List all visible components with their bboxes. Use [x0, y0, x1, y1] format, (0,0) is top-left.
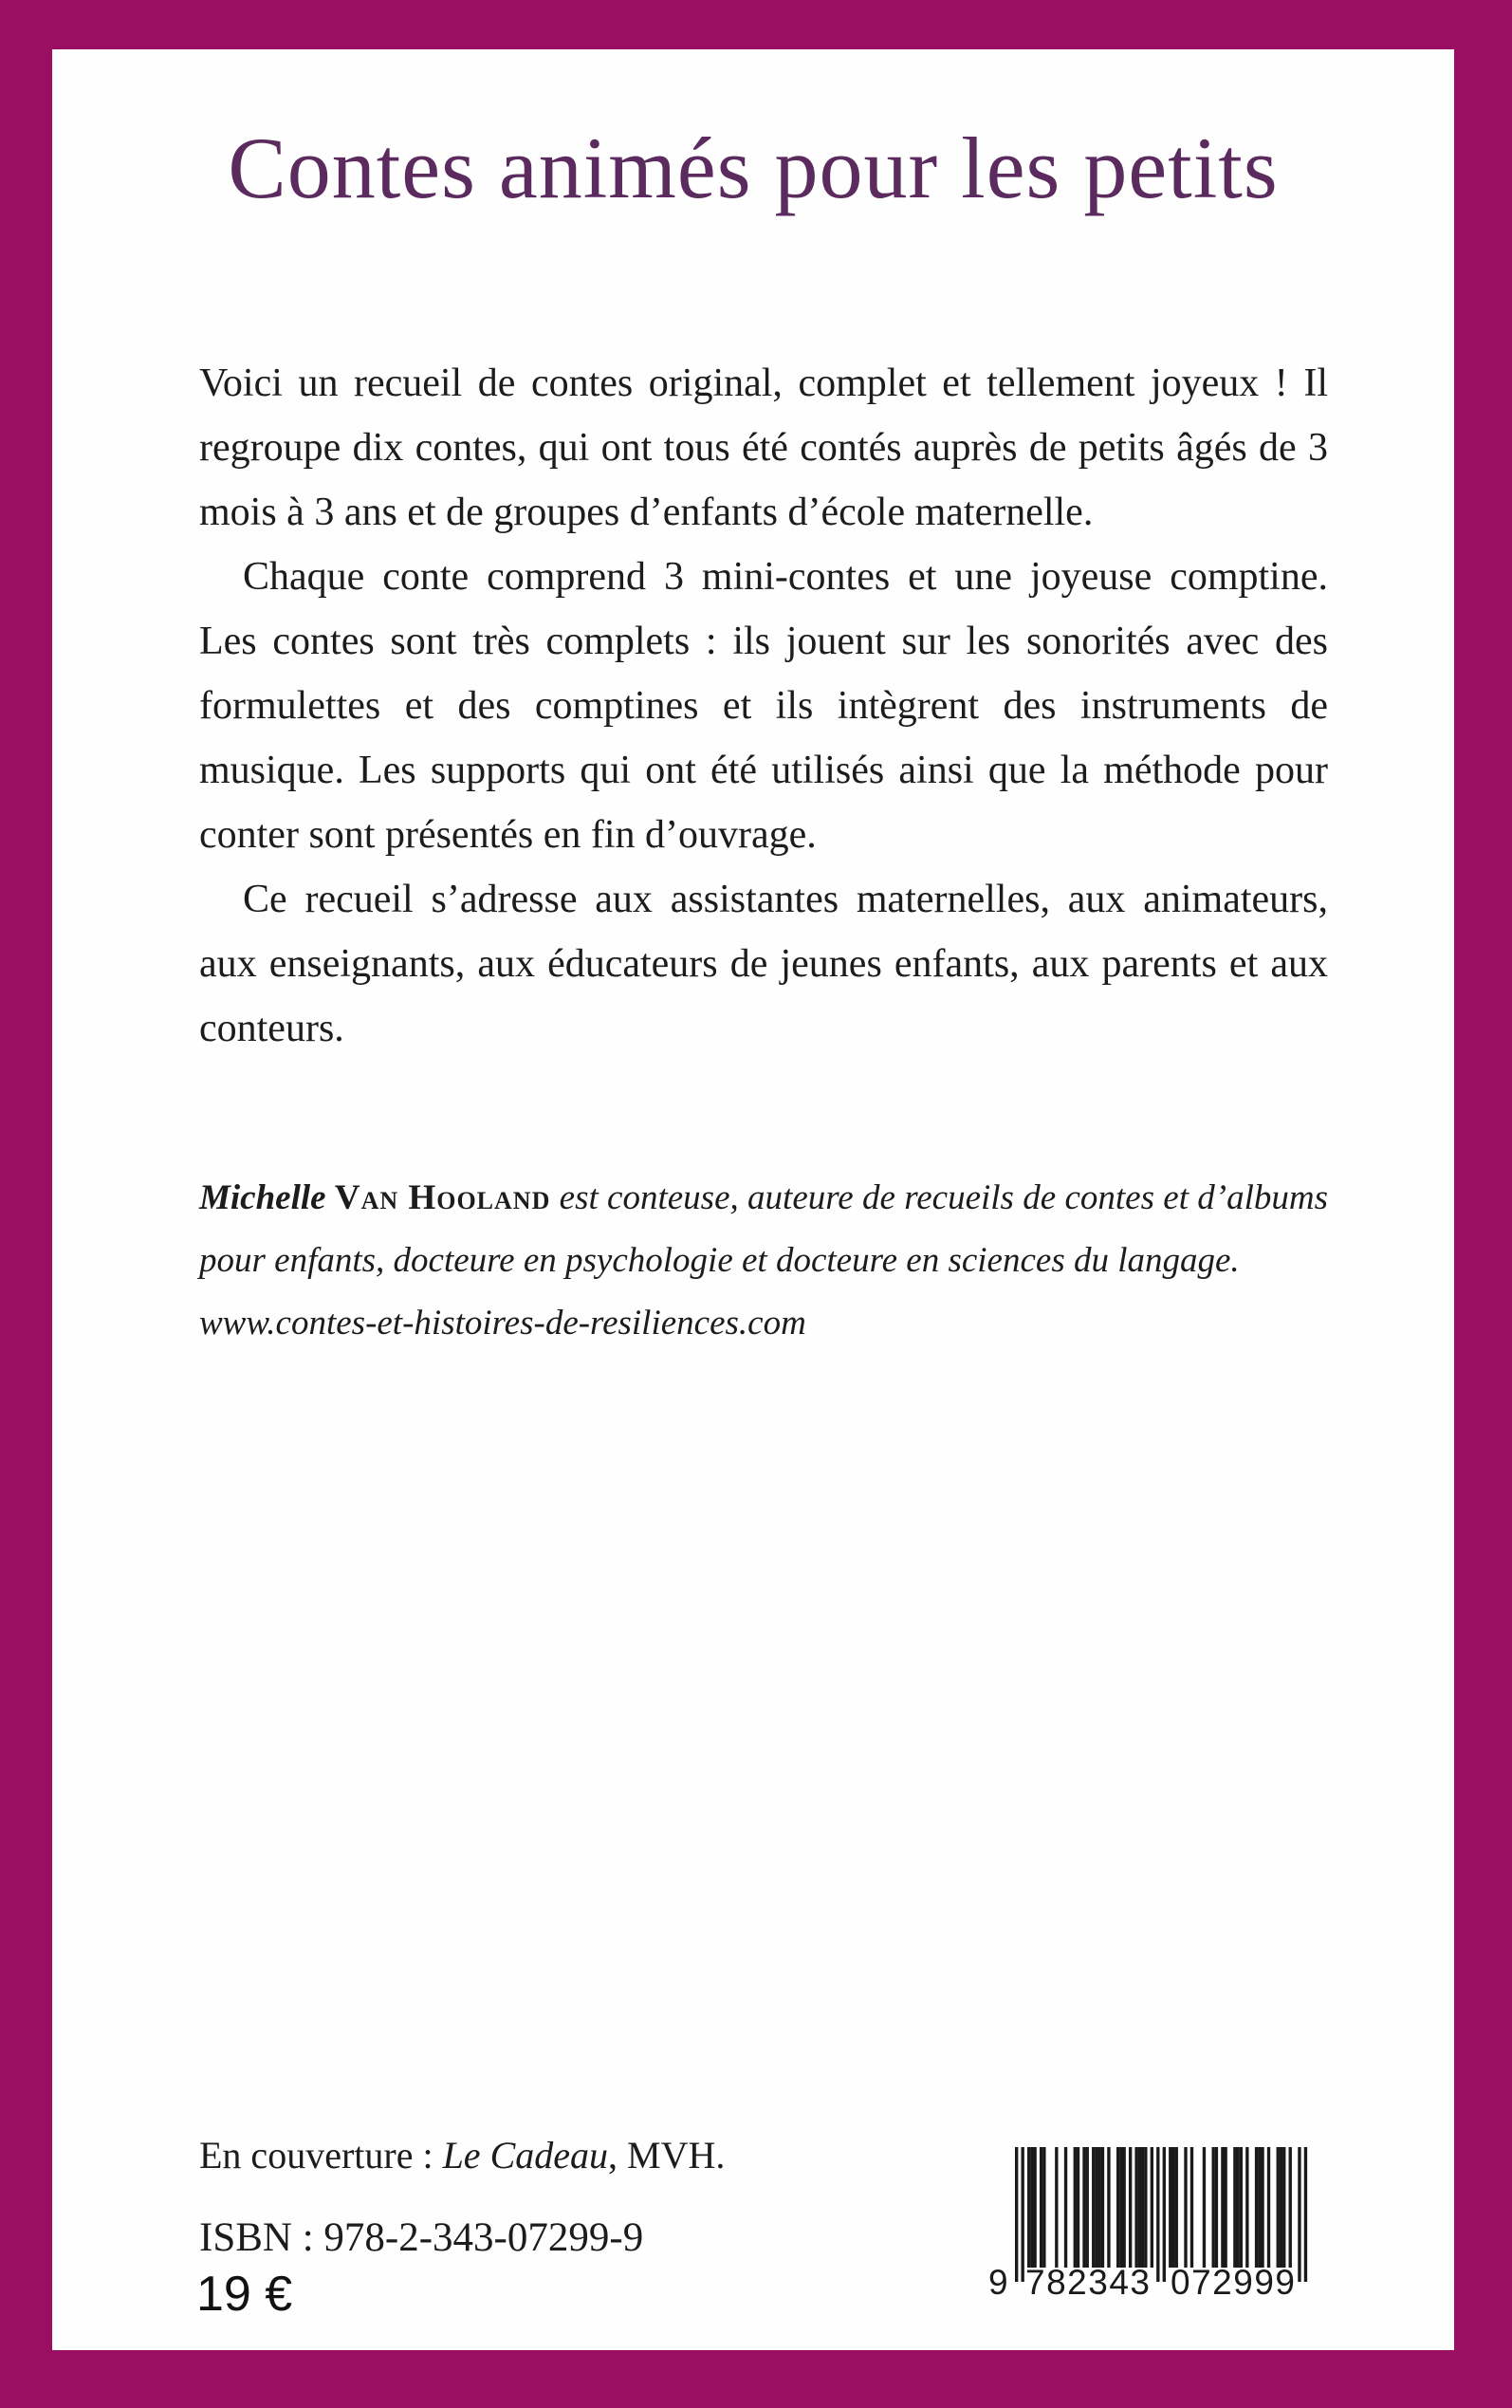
body-paragraph: Ce recueil s’adresse aux assistantes maternelles, aux animateurs, aux enseignants, aux éducateurs de jeunes enfants, aux parents et aux conteurs.: [199, 878, 1328, 1050]
isbn-line: ISBN : 978-2-343-07299-9: [199, 2215, 644, 2260]
author-bio-text: est conteuse, auteure de recueils de contes et d’albums pour enfants, docteure en psychologie et docteure en sciences du langage.: [199, 1178, 1328, 1280]
svg-text:072999: 072999: [1171, 2263, 1295, 2302]
page-panel: [52, 49, 1454, 2350]
body-paragraph: Voici un recueil de contes original, complet et tellement joyeux ! Il regroupe dix contes, qui ont tous été contés auprès de petits âgés de 3 mois à 3 ans et de groupes d’enfants d’école maternelle.: [199, 361, 1328, 534]
ean13-barcode: [986, 2142, 1309, 2302]
cover-artwork-title: Le Cadeau: [442, 2134, 608, 2176]
svg-text:782343: 782343: [1025, 2263, 1150, 2302]
author-bio: [199, 1167, 1328, 1355]
body-paragraph: Chaque conte comprend 3 mini-contes et une joyeuse comptine. Les contes sont très complets : ils jouent sur les sonorités avec des formulettes et des comptines et ils intègrent des instruments de musique. Les supports qui ont été utilisés ainsi que la méthode pour conter sont présentés en fin d’ouvrage.: [199, 555, 1328, 857]
author-bio-paragraph: [199, 1167, 1328, 1292]
cover-credit-prefix: En couverture :: [199, 2134, 443, 2176]
cover-credit-suffix: , MVH.: [608, 2134, 726, 2176]
svg-text:9: 9: [988, 2263, 1008, 2302]
book-title: Contes animés pour les petits: [228, 120, 1279, 216]
price-label: 19 €: [196, 2267, 293, 2322]
ean13-barcode-svg: [986, 2142, 1309, 2302]
author-family-name: Van Hooland: [334, 1178, 551, 1217]
website-url: www.contes-et-histoires-de-resiliences.com: [199, 1304, 806, 1343]
cover-credit-line: [199, 2133, 725, 2177]
back-cover-description: [199, 351, 1328, 1061]
author-given-name: Michelle: [199, 1178, 326, 1217]
